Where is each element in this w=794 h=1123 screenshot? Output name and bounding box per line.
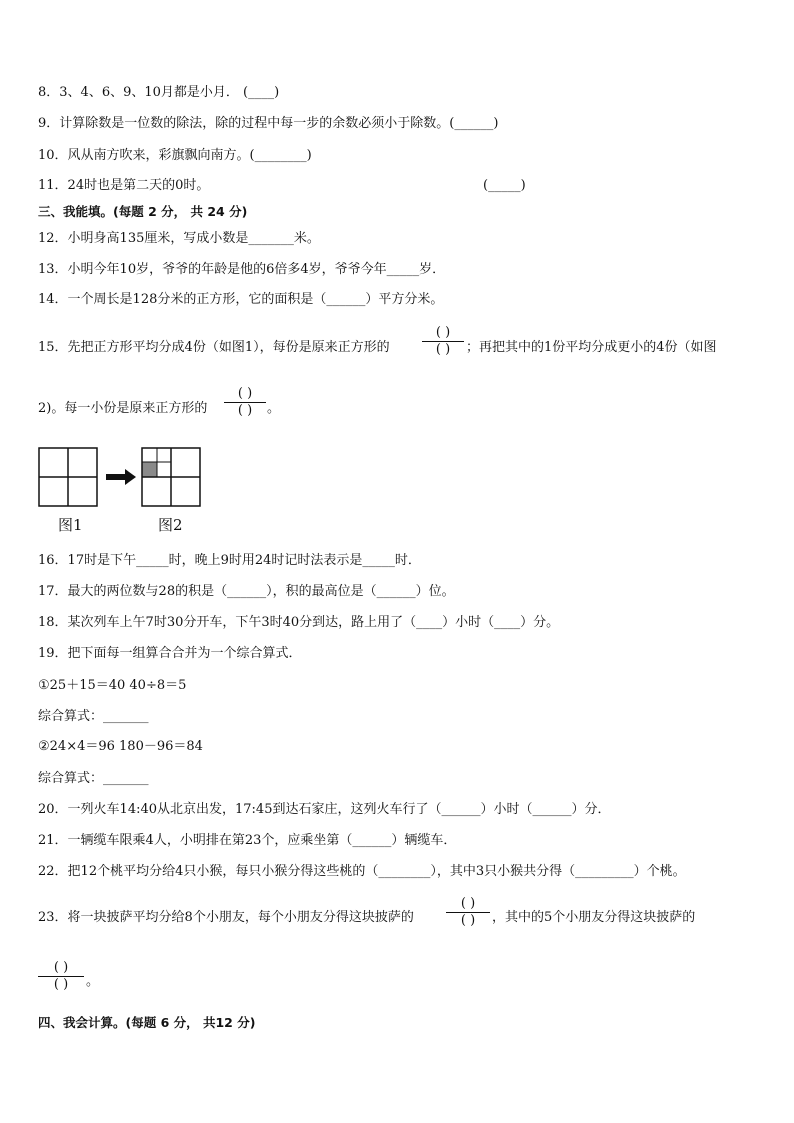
question-14: 14．一个周长是128分米的正方形，它的面积是（______）平方分米。 <box>38 292 444 307</box>
question-11: 11．24时也是第二天的0时。 <box>38 178 210 193</box>
question-19-group-1-answer: 综合算式：_______ <box>38 709 149 724</box>
fraction-denominator: ( ) <box>460 913 476 928</box>
figure-1-square <box>39 448 97 506</box>
question-23-part-1: 23．将一块披萨平均分给8个小朋友，每个小朋友分得这块披萨的 <box>38 910 414 925</box>
square-diagram <box>38 447 218 511</box>
question-8: 8．3、4、6、9、10月都是小月． (____) <box>38 85 280 100</box>
fraction-denominator: ( ) <box>53 977 69 992</box>
question-19-group-2-answer: 综合算式：_______ <box>38 771 149 786</box>
question-12: 12．小明身高135厘米，写成小数是_______米。 <box>38 231 320 246</box>
question-9: 9．计算除数是一位数的除法，除的过程中每一步的余数必须小于除数。(______) <box>38 116 499 131</box>
figure-1-caption: 图1 <box>58 516 83 534</box>
question-20: 20．一列火车14:40从北京出发，17:45到达石家庄，这列火车行了（______）小时（______）分． <box>38 802 611 817</box>
arrow-icon <box>106 469 136 485</box>
question-17: 17．最大的两位数与28的积是（______），积的最高位是（______）位。 <box>38 584 455 599</box>
question-19: 19．把下面每一组算合合并为一个综合算式． <box>38 646 302 661</box>
fraction-numerator: ( ) <box>237 386 253 401</box>
question-11-answer-blank: (_____) <box>483 178 526 193</box>
question-21: 21．一辆缆车限乘4人，小明排在第23个，应乘坐第（______）辆缆车． <box>38 833 457 848</box>
question-13: 13．小明今年10岁，爷爷的年龄是他的6倍多4岁，爷爷今年_____岁． <box>38 262 446 277</box>
figure-2-caption: 图2 <box>158 516 183 534</box>
question-15-part-1: 15．先把正方形平均分成4份（如图1），每份是原来正方形的 <box>38 340 390 355</box>
question-23-part-2: ，其中的5个小朋友分得这块披萨的 <box>492 910 696 925</box>
question-15-part-3: 2)。每一小份是原来正方形的 <box>38 401 208 416</box>
question-15-part-2: ；再把其中的1份平均分成更小的4份（如图 <box>466 340 717 355</box>
section-4-heading: 四、我会计算。(每题 6 分， 共12 分) <box>38 1015 256 1030</box>
question-10: 10．风从南方吹来，彩旗飘向南方。(________) <box>38 148 312 163</box>
fraction-numerator: ( ) <box>460 896 476 911</box>
question-15-part-4: 。 <box>267 401 281 416</box>
question-19-group-1: ①25＋15＝40 40÷8＝5 <box>38 678 187 693</box>
question-18: 18．某次列车上午7时30分开车，下午3时40分到达，路上用了（____）小时（____）分。 <box>38 615 560 630</box>
fraction-numerator: ( ) <box>435 325 451 340</box>
fraction-denominator: ( ) <box>435 342 451 357</box>
fraction-numerator: ( ) <box>53 960 69 975</box>
question-19-group-2: ②24×4＝96 180－96＝84 <box>38 739 203 754</box>
fraction-blank <box>38 961 84 992</box>
question-23-end: 。 <box>86 974 100 989</box>
section-3-heading: 三、我能填。(每题 2 分， 共 24 分) <box>38 204 248 219</box>
fraction-blank <box>422 326 464 357</box>
figure-2-square <box>142 448 200 506</box>
fraction-denominator: ( ) <box>237 403 253 418</box>
question-22: 22．把12个桃平均分给4只小猴，每只小猴分得这些桃的（________），其中3只小猴共分得（_________）个桃。 <box>38 864 686 879</box>
question-16: 16．17时是下午_____时，晚上9时用24时记时法表示是_____时． <box>38 553 421 568</box>
fraction-blank <box>446 897 490 928</box>
fraction-blank <box>224 387 266 418</box>
